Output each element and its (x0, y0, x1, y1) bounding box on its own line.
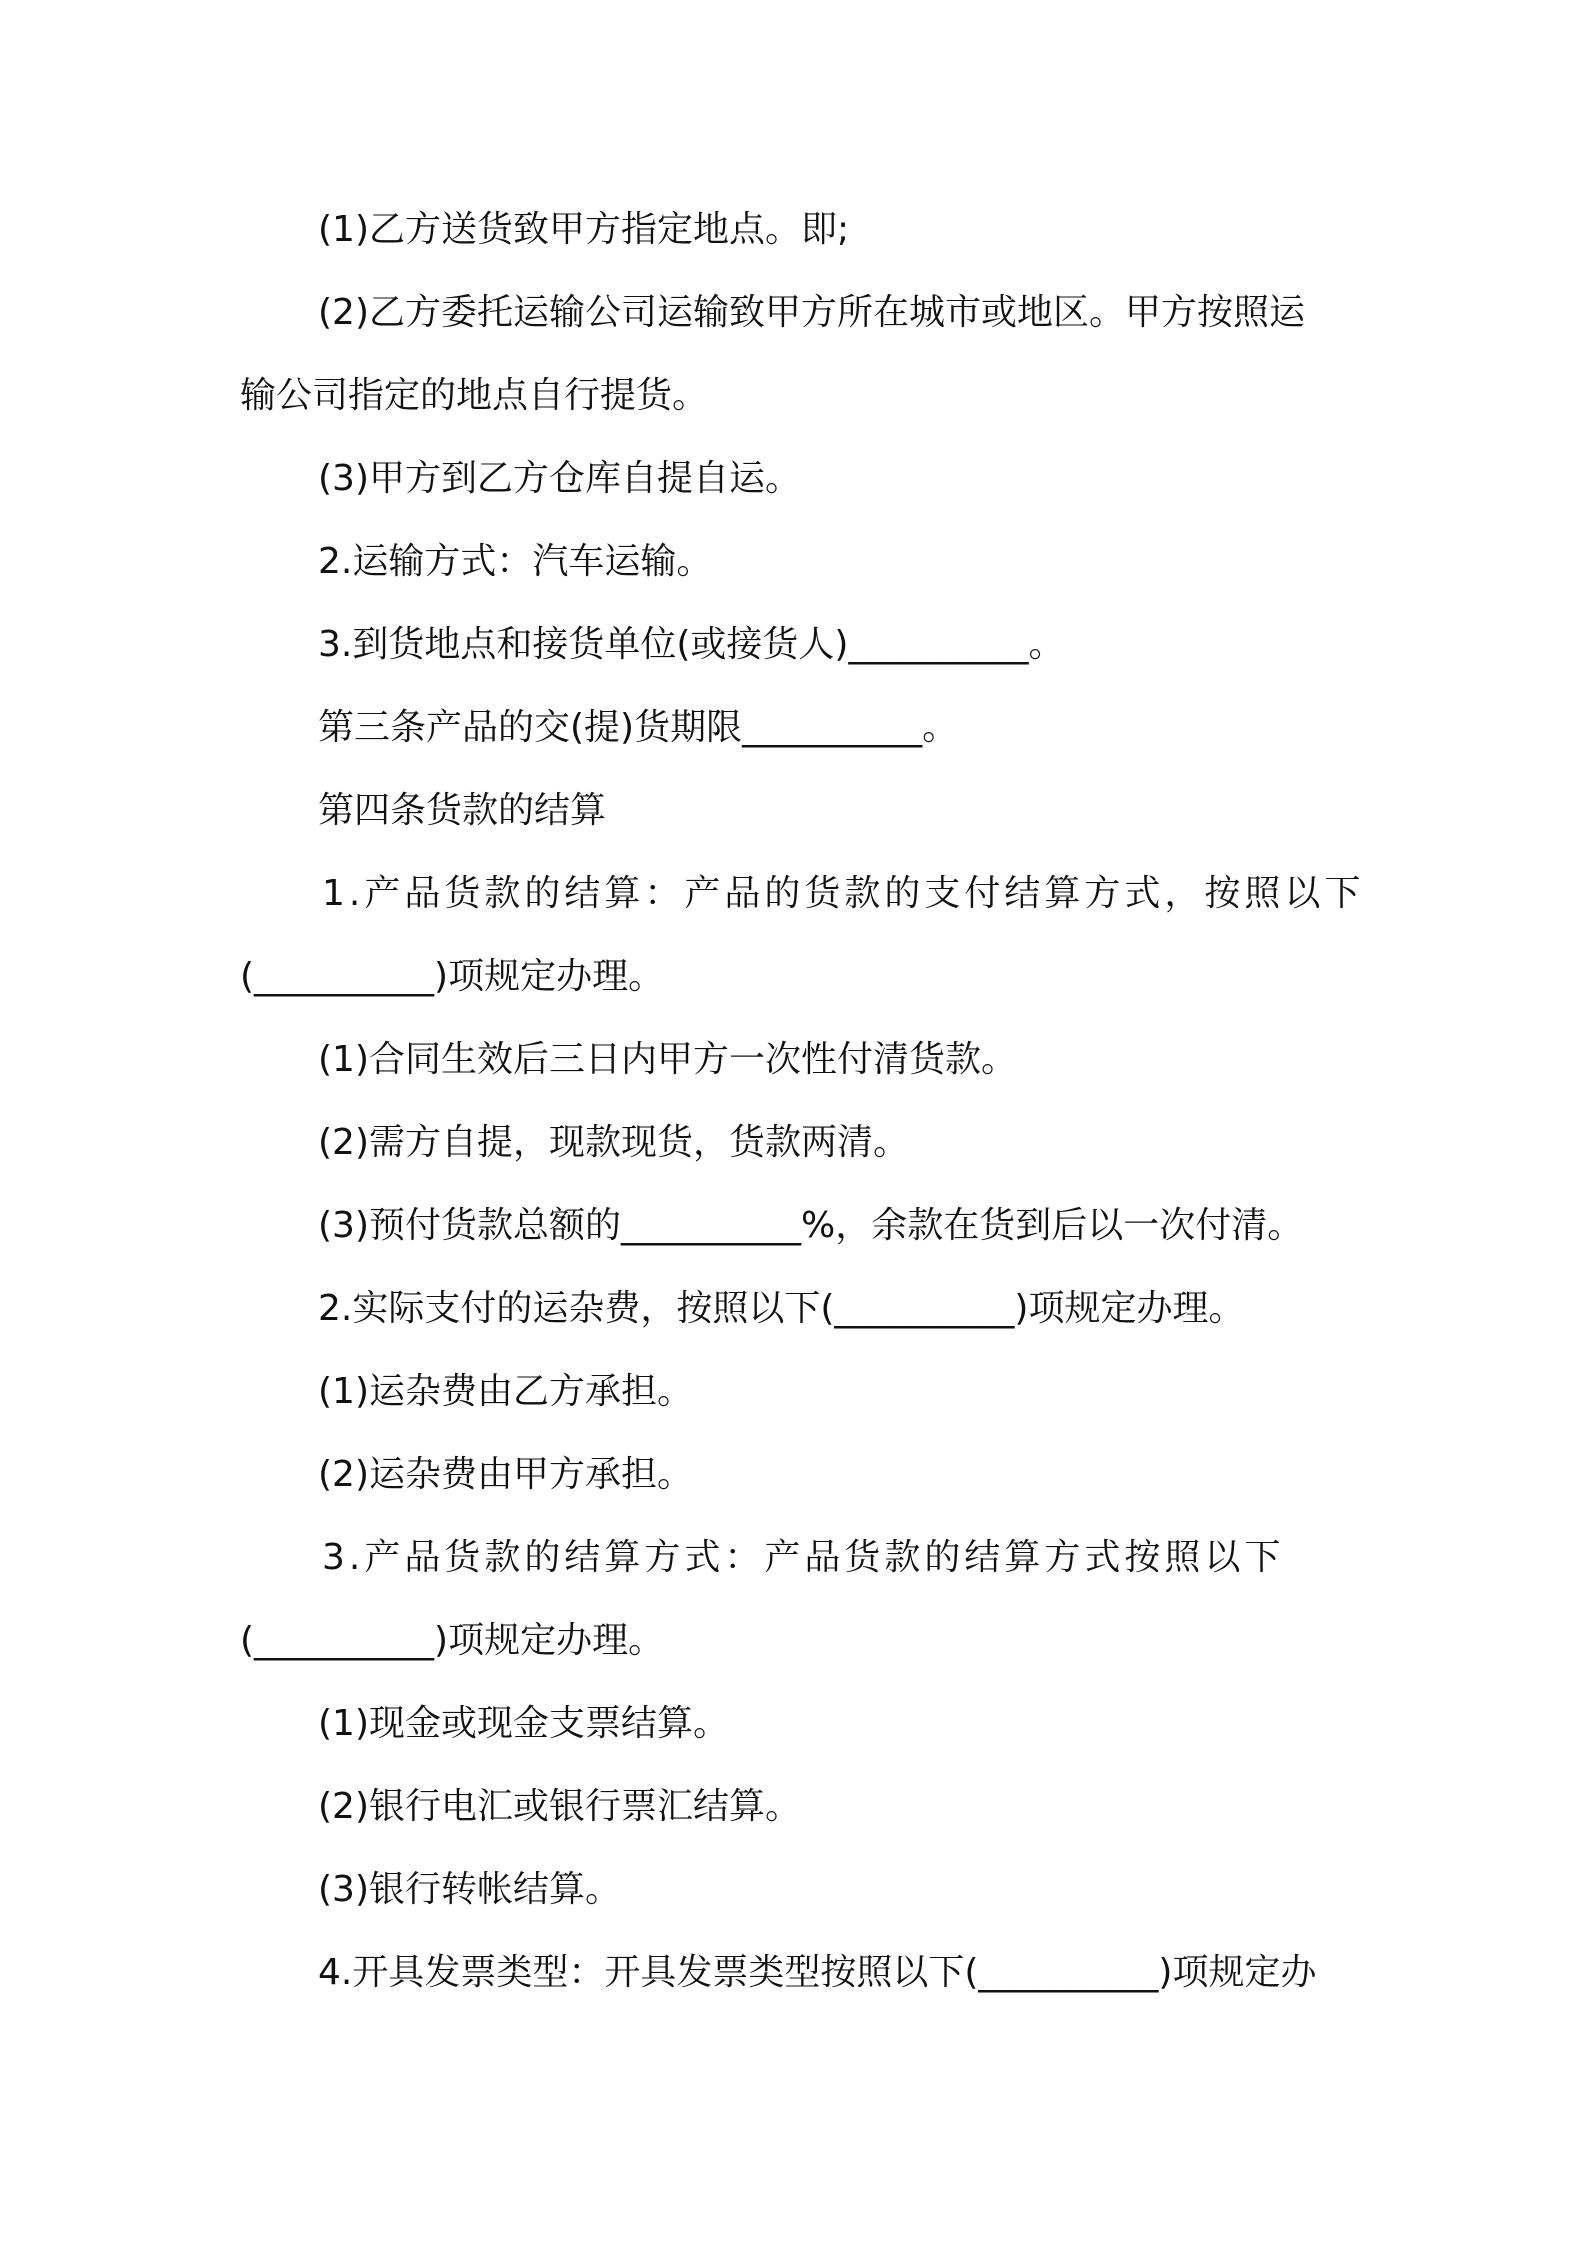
clause-line: (2)乙方委托运输公司运输致甲方所在城市或地区。甲方按照运 (318, 292, 1305, 333)
clause-line: (1)合同生效后三日内甲方一次性付清货款。 (318, 1039, 1017, 1080)
clause-line: 3.产品货款的结算方式：产品货款的结算方式按照以下 (322, 1537, 1285, 1578)
article-heading: 第四条货款的结算 (318, 790, 607, 831)
clause-line: (2)运杂费由甲方承担。 (318, 1454, 693, 1495)
clause-line: 2.实际支付的运杂费，按照以下(__________)项规定办理。 (318, 1288, 1245, 1329)
clause-line: (3)预付货款总额的__________%，余款在货到后以一次付清。 (318, 1205, 1304, 1246)
clause-line: (2)需方自提，现款现货，货款两清。 (318, 1122, 909, 1163)
clause-line: 1.产品货款的结算：产品的货款的支付结算方式，按照以下 (322, 873, 1365, 914)
clause-line: (3)甲方到乙方仓库自提自运。 (318, 458, 801, 499)
clause-line: (1)运杂费由乙方承担。 (318, 1371, 693, 1412)
clause-line: (2)银行电汇或银行票汇结算。 (318, 1786, 801, 1827)
clause-line: 4.开具发票类型：开具发票类型按照以下(__________)项规定办 (318, 1952, 1317, 1993)
clause-line: (3)银行转帐结算。 (318, 1869, 621, 1910)
clause-line: (1)现金或现金支票结算。 (318, 1703, 729, 1744)
article-heading: 第三条产品的交(提)货期限__________。 (318, 707, 959, 748)
clause-line: 输公司指定的地点自行提货。 (240, 375, 709, 416)
clause-line: (__________)项规定办理。 (240, 956, 665, 997)
clause-line: 3.到货地点和接货单位(或接货人)__________。 (318, 624, 1065, 665)
clause-line: 2.运输方式：汽车运输。 (318, 541, 713, 582)
clause-line: (__________)项规定办理。 (240, 1620, 665, 1661)
clause-line: (1)乙方送货致甲方指定地点。即; (318, 209, 850, 250)
